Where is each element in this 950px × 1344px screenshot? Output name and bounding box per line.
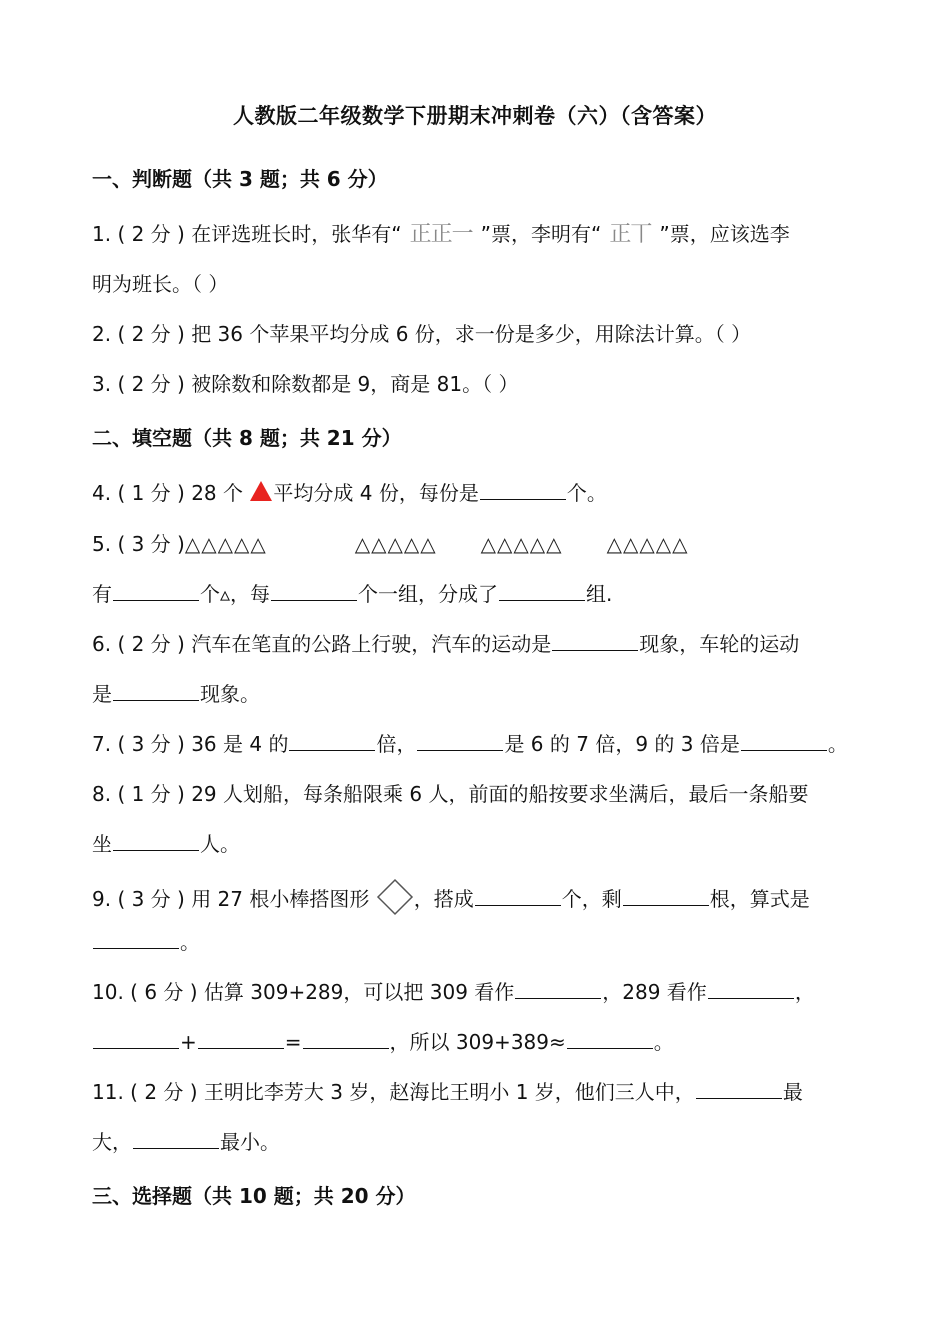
answer-blank[interactable] [623, 885, 709, 906]
question-9-line-1: 9. ( 3 分 ) 用 27 根小棒搭图形 ，搭成 个，剩 根，算式是 [92, 878, 810, 923]
question-3: 3. ( 2 分 ) 被除数和除数都是 9，商是 81。（ ） [92, 372, 519, 396]
tally-mark-zhanghua: 正正一 [409, 222, 473, 247]
answer-blank[interactable] [198, 1028, 284, 1049]
triangle-group: △△△△△ [606, 532, 689, 556]
triangle-group: △△△△△ [354, 532, 437, 556]
triangle-group: △△△△△ [480, 532, 563, 556]
question-2: 2. ( 2 分 ) 把 36 个苹果平均分成 6 份，求一份是多少，用除法计算。（ ） [92, 322, 752, 346]
question-5-line-1: 5. ( 3 分 )△△△△△ △△△△△ △△△△△ △△△△△ [92, 532, 689, 556]
answer-blank[interactable] [480, 479, 566, 500]
answer-blank[interactable] [499, 580, 585, 601]
answer-blank[interactable] [303, 1028, 389, 1049]
answer-blank[interactable] [271, 580, 357, 601]
section-heading-2: 二、填空题（共 8 题；共 21 分） [92, 426, 402, 450]
question-1-line-2: 明为班长。（ ） [92, 272, 229, 296]
question-11-line-2: 大， 最小。 [92, 1130, 280, 1154]
diamond-icon [376, 878, 414, 923]
answer-blank[interactable] [475, 885, 561, 906]
question-6-line-1: 6. ( 2 分 ) 汽车在笔直的公路上行驶，汽车的运动是 现象，车轮的运动 [92, 632, 800, 656]
answer-blank[interactable] [113, 580, 199, 601]
answer-blank[interactable] [515, 978, 601, 999]
question-8-line-2: 坐 人。 [92, 832, 240, 856]
answer-blank[interactable] [696, 1078, 782, 1099]
question-10-line-1: 10. ( 6 分 ) 估算 309+289，可以把 309 看作 ，289 看作 ， [92, 980, 815, 1004]
answer-blank[interactable] [93, 1028, 179, 1049]
question-10-line-2: + = ，所以 309+389≈ 。 [92, 1028, 674, 1056]
answer-blank[interactable] [708, 978, 794, 999]
answer-blank[interactable] [93, 928, 179, 949]
section-heading-1: 一、判断题（共 3 题；共 6 分） [92, 167, 388, 191]
answer-blank[interactable] [133, 1128, 219, 1149]
tally-mark-liming: 正丅 [609, 222, 652, 247]
question-5-line-2: 有 个▵，每 个一组，分成了 组. [92, 582, 613, 606]
question-1-line-1: 1. ( 2 分 ) 在评选班长时，张华有“ 正正一 ”票，李明有“ 正丅 ”票，应该选李 [92, 222, 790, 247]
question-8-line-1: 8. ( 1 分 ) 29 人划船，每条船限乘 6 人，前面的船按要求坐满后，最后一条船要 [92, 782, 809, 806]
question-6-line-2: 是 现象。 [92, 682, 260, 706]
question-9-line-2: 。 [92, 928, 200, 956]
answer-blank[interactable] [289, 730, 375, 751]
question-11-line-1: 11. ( 2 分 ) 王明比李芳大 3 岁，赵海比王明小 1 岁，他们三人中， 最 [92, 1080, 803, 1104]
answer-blank[interactable] [417, 730, 503, 751]
answer-blank[interactable] [552, 630, 638, 651]
triangle-group: △△△△△ [184, 532, 267, 556]
answer-blank[interactable] [113, 680, 199, 701]
answer-blank[interactable] [567, 1028, 653, 1049]
question-7: 7. ( 3 分 ) 36 是 4 的 倍， 是 6 的 7 倍，9 的 3 倍是 。 [92, 732, 848, 756]
answer-blank[interactable] [741, 730, 827, 751]
answer-blank[interactable] [113, 830, 199, 851]
red-triangle-icon [249, 480, 273, 509]
section-heading-3: 三、选择题（共 10 题；共 20 分） [92, 1184, 416, 1208]
question-4: 4. ( 1 分 ) 28 个 平均分成 4 份，每份是 个。 [92, 479, 607, 509]
page-title: 人教版二年级数学下册期末冲刺卷（六）（含答案） [233, 104, 717, 128]
